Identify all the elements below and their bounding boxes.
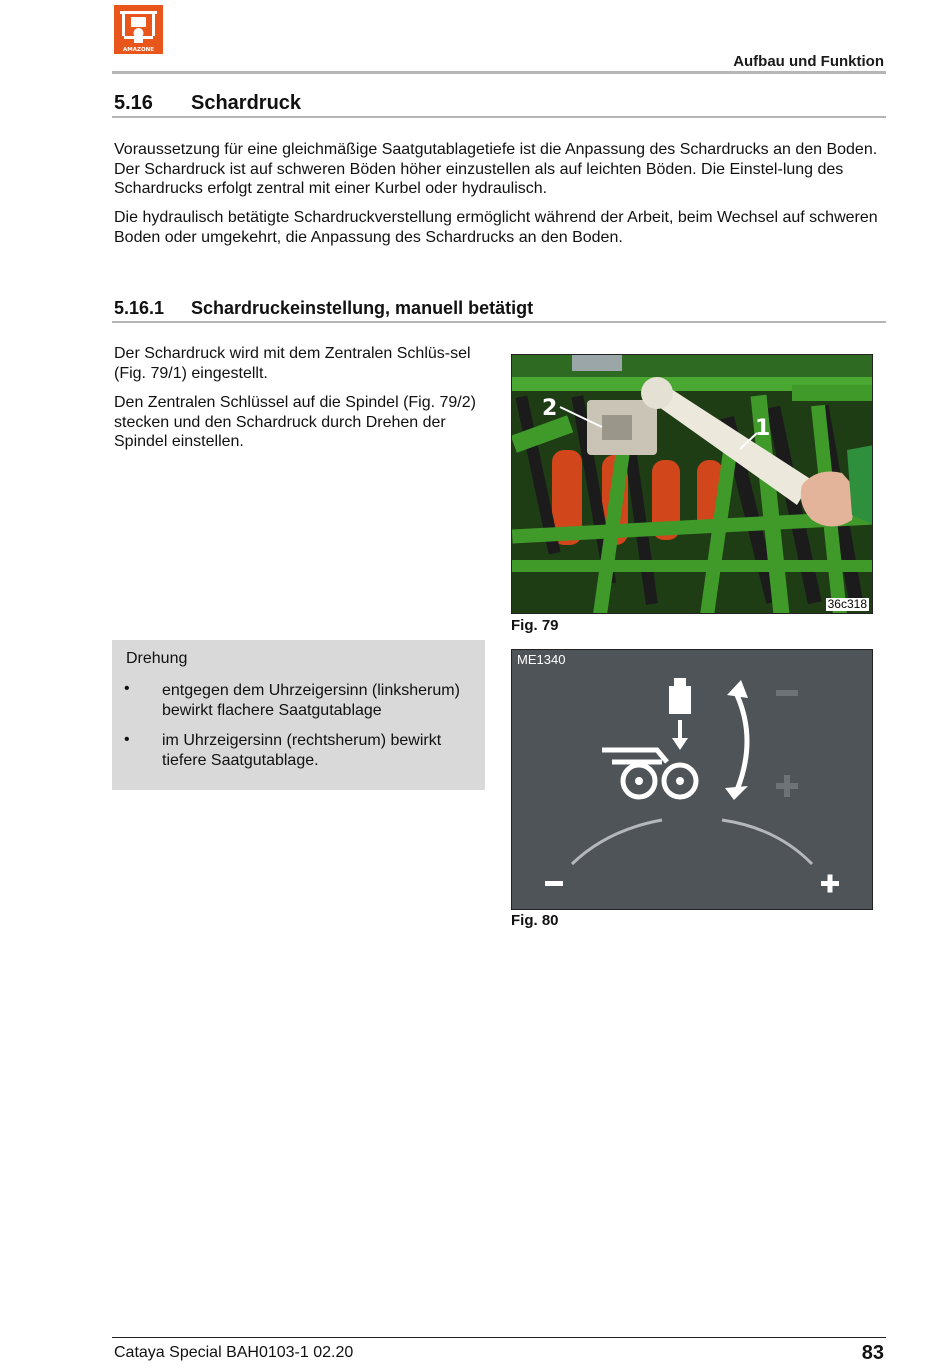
footer-document-id: Cataya Special BAH0103-1 02.20 [114,1344,354,1361]
fig80-diagram [511,649,873,910]
fig79-photo [511,354,873,614]
subsection-paragraph: Den Zentralen Schlüssel auf die Spindel (Fig. 79/2) stecken und den Schardruck durch Drehen der Spindel einstellen. [114,394,476,451]
fig80-code: ME1340 [517,652,566,667]
minus-icon [545,881,563,886]
fig80-caption: Fig. 80 [511,912,559,929]
coulter-icon [602,750,696,797]
svg-text:AMAZONE: AMAZONE [122,47,155,53]
section-number: 5.16 [114,92,153,114]
info-box-bullet: im Uhrzeigersinn (rechtsherum) bewirkt tiefere Saatgutablage. [162,732,442,769]
page-number: 83 [861,1342,884,1364]
section-paragraph: Voraussetzung für eine gleichmäßige Saatgutablagetiefe ist die Anpassung des Schardrucks an den Boden. Der Schardruck ist auf schweren Böden höher einzustellen als auf leichten Böden. Die Einstel-lung des Schardrucks erfolgt zentral mit einer Kurbel oder hydraulisch. [114,141,878,198]
subsection-paragraph: Der Schardruck wird mit dem Zentralen Schlüs-sel (Fig. 79/1) eingestellt. [114,345,471,382]
amazone-logo [114,5,163,54]
subsection-title: Schardruckeinstellung, manuell betätigt [191,298,534,318]
minus-icon-faint [776,690,798,696]
subsection-rule [112,321,886,323]
section-rule [112,116,886,118]
weight-icon [669,678,691,750]
rotation-arrow-icon [725,680,748,800]
info-box-bullet: entgegen dem Uhrzeigersinn (linksherum) bewirkt flachere Saatgutablage [162,682,460,719]
arc-left [572,820,662,864]
plus-icon [821,875,839,893]
header-title: Aufbau und Funktion [733,53,884,70]
callout-1: 1 [755,416,771,441]
header-rule [112,71,886,74]
section-paragraph: Die hydraulisch betätigte Schardruckverstellung ermöglicht während der Arbeit, beim Wechsel auf schweren Boden oder umgekehrt, die Anpassung des Schardrucks an den Boden. [114,209,878,246]
fig79-caption: Fig. 79 [511,617,559,634]
arc-right [722,820,812,864]
subsection-number: 5.16.1 [114,298,165,318]
section-title: Schardruck [191,92,302,114]
info-box-title: Drehung [126,650,188,667]
fig79-code: 36c318 [827,597,867,611]
bullet-marker: • [124,680,130,697]
seed-drill-photo-illustration [512,355,873,614]
bullet-marker: • [124,731,130,748]
plus-icon-faint [776,775,798,797]
callout-2: 2 [542,396,558,421]
footer-rule [112,1337,886,1338]
